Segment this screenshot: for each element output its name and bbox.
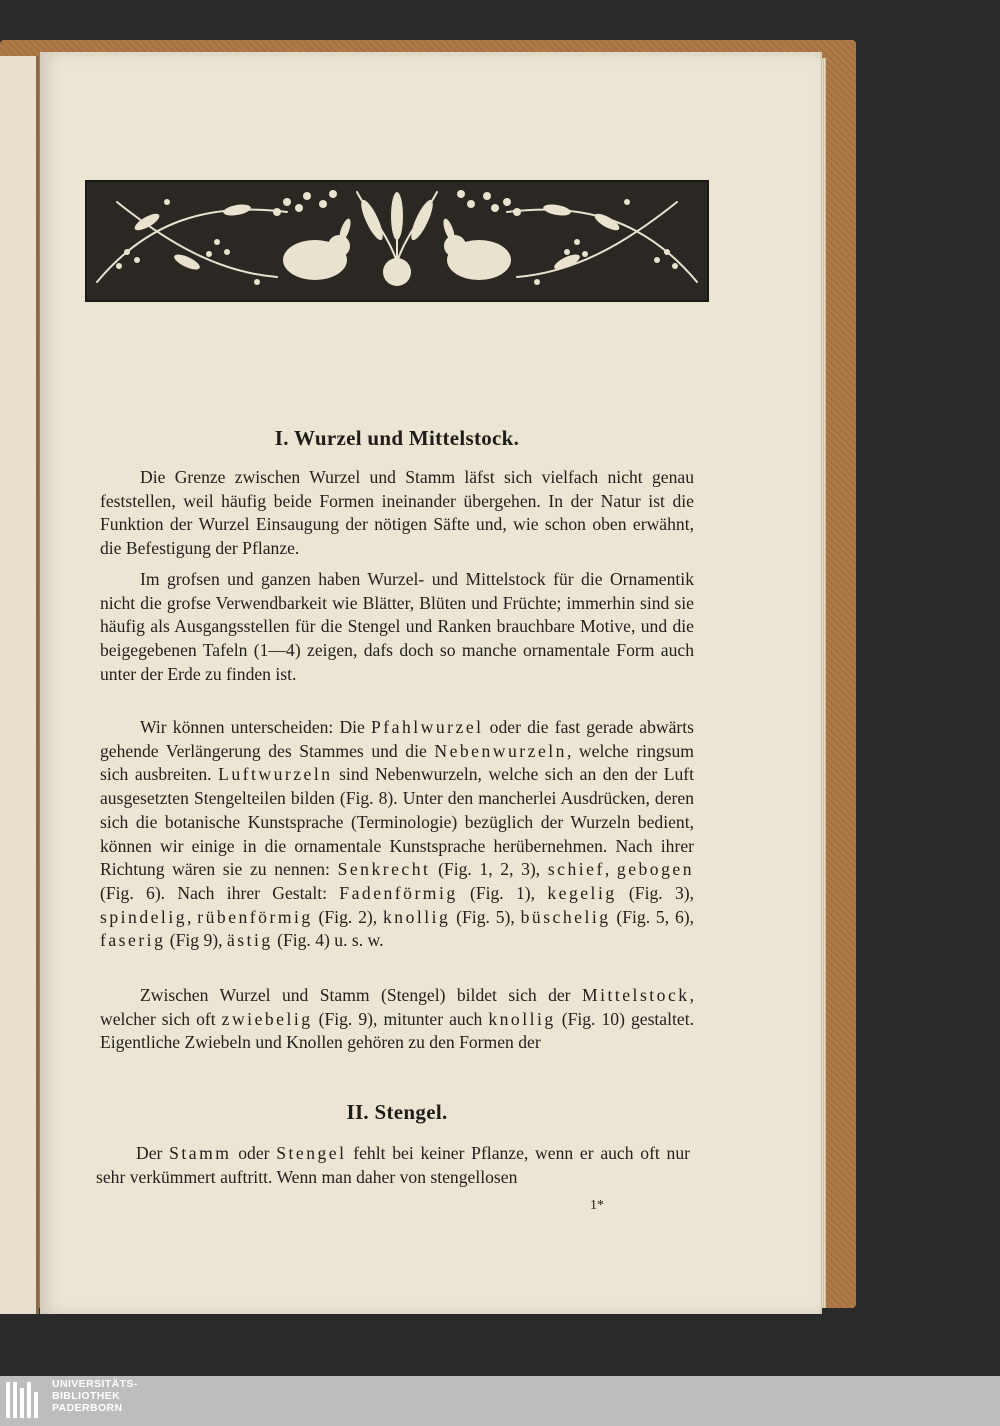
text-run: Zwischen Wurzel und Stamm (Stengel) bildet sich der	[140, 985, 582, 1005]
text-run: fehlt bei keiner Pflanze, wenn er auch oft nur sehr verkümmert auftritt. Wenn man daher von stengellosen	[96, 1143, 691, 1187]
text-run: (Fig 9),	[165, 930, 227, 951]
library-footer	[0, 1376, 1000, 1426]
ornament-illustration	[87, 182, 707, 300]
text-run: sind Nebenwurzeln, welche sich an den der Luft ausgesetzten Stengelteilen bilden (Fig. 8). Unter den mancherlei Ausdrücken, deren sich die botanische Kunstsprache (Terminologie) bezüglich der Wurzeln bedient, können wir einige in die ornamentale Kunstsprache herübernehmen. Nach ihrer Richtung wären sie zu nennen:	[100, 764, 694, 880]
text-run: (Fig. 9), mitunter auch	[312, 1008, 489, 1029]
spaced-term: Stengel	[276, 1143, 347, 1163]
paragraph: Die Grenze zwischen Wurzel und Stamm läfst sich vielfach nicht genau feststellen, weil häufig beide Formen ineinander übergehen. In der Natur ist die Funktion der Wurzel Einsaugung der nötigen Säfte und, wie schon oben erwähnt, die Befestigung der Pflanze.	[100, 467, 694, 559]
text-run: Wir können unterscheiden: Die	[140, 717, 372, 737]
ornamental-banner	[85, 180, 709, 302]
library-name-line: UNIVERSITÄTS-	[52, 1378, 138, 1390]
spaced-term: büschelig	[520, 906, 611, 927]
text-run: , welcher sich oft	[100, 985, 694, 1029]
text-run: ,	[604, 859, 617, 880]
text-run: (Fig. 2),	[312, 906, 383, 927]
text-run: oder die fast gerade abwärts gehende Verlängerung des Stammes und die	[100, 717, 694, 761]
text-run: (Fig. 1, 2, 3),	[430, 859, 548, 880]
spaced-term: ästig	[226, 930, 273, 951]
text-run: oder	[231, 1143, 277, 1163]
spaced-term: rübenförmig	[197, 906, 313, 927]
spaced-term: Nebenwurzeln	[434, 740, 567, 761]
text-run: (Fig. 1),	[457, 882, 548, 903]
library-logo-icon	[6, 1380, 46, 1422]
text-run: (Fig. 6). Nach ihrer Gestalt:	[100, 882, 340, 903]
spaced-term: Pfahlwurzel	[371, 717, 484, 737]
signature-mark: 1*	[590, 1198, 604, 1213]
text-run: (Fig. 5),	[450, 906, 521, 927]
text-run: (Fig. 4) u. s. w.	[272, 930, 384, 951]
spaced-term: schief	[547, 859, 605, 880]
spaced-term: Fadenförmig	[339, 882, 458, 903]
library-name-line: PADERBORN	[52, 1402, 123, 1414]
spaced-term: Luftwurzeln	[218, 764, 333, 785]
spaced-term: knollig	[382, 906, 451, 927]
library-name	[52, 1378, 138, 1414]
text-run: (Fig. 10) gestaltet. Eigentliche Zwiebeln und Knollen gehören zu den Formen der	[100, 1008, 694, 1053]
paragraph: Im grofsen und ganzen haben Wurzel- und Mittelstock für die Ornamentik nicht die grofse Verwendbarkeit wie Blätter, Blüten und Früchte; immerhin sind sie häufig als Ausgangsstellen für die Stengel und Ranken brauchbare Motive, und die beigegebenen Tafeln (1—4) zeigen, dafs doch so manche ornamentale Form auch unter der Erde zu finden ist.	[100, 569, 694, 684]
spaced-term: gebogen	[616, 859, 694, 880]
page-block-edge	[820, 58, 826, 1308]
spaced-term: knollig	[488, 1008, 556, 1029]
library-name-line: BIBLIOTHEK	[52, 1390, 121, 1402]
chapter-heading: II. Stengel.	[346, 1100, 448, 1124]
text-run: Der	[136, 1143, 170, 1163]
chapter-heading: I. Wurzel und Mittelstock.	[274, 426, 520, 450]
left-page-edge	[0, 56, 39, 1314]
text-run: (Fig. 5, 6),	[610, 906, 694, 927]
spaced-term: faserig	[100, 930, 166, 951]
spaced-term: spindelig	[100, 906, 188, 927]
spaced-term: Mittelstock	[581, 985, 690, 1005]
spaced-term: Stamm	[169, 1143, 232, 1163]
paragraph	[100, 984, 694, 1055]
spaced-term: zwiebelig	[221, 1008, 313, 1029]
paragraph	[96, 1142, 690, 1189]
spaced-term: Senkrecht	[337, 859, 431, 880]
paragraph	[100, 716, 694, 953]
text-run: ,	[187, 906, 198, 927]
text-run: , welche ringsum sich ausbreiten.	[100, 740, 694, 785]
text-run: (Fig. 3),	[616, 882, 694, 903]
spaced-term: kegelig	[547, 882, 617, 903]
